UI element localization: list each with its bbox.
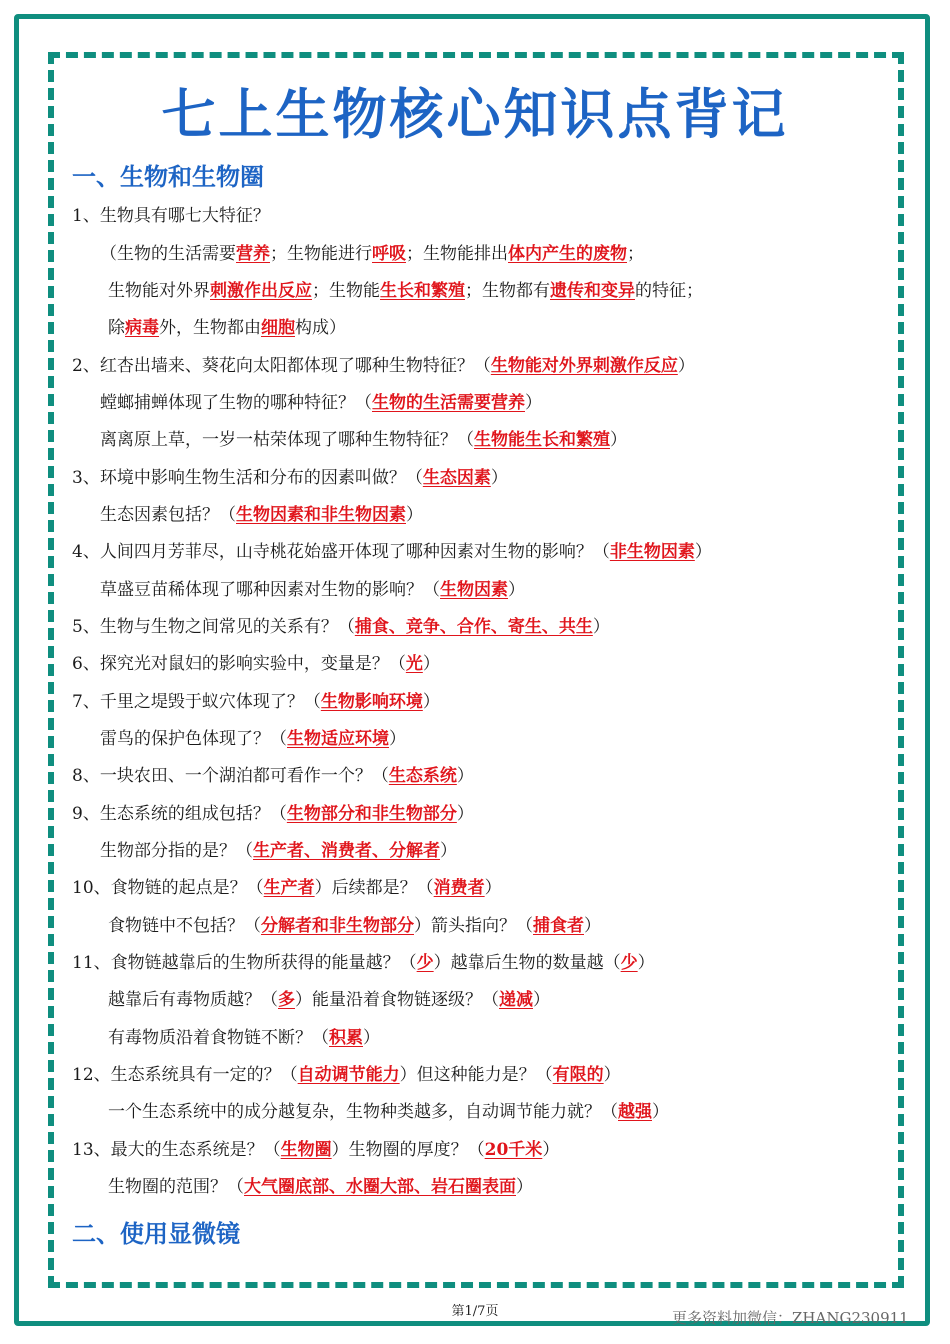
question-text: 雷鸟的保护色体现了？（: [100, 729, 287, 749]
question-text: 草盛豆苗稀体现了哪种因素对生物的影响？（: [100, 580, 440, 600]
answer-text: 体内产生的废物: [508, 244, 627, 264]
question-text: ）后续都是？（: [314, 878, 434, 898]
answer-text: 捕食、竞争、合作、寄生、共生: [354, 617, 593, 637]
question-line: [72, 652, 440, 676]
question-line: [108, 1100, 669, 1124]
question-text: ）: [652, 1102, 669, 1122]
question-text: 越靠后有毒物质越？（: [108, 990, 278, 1010]
question-text: 9、生态系统的组成包括？（: [72, 804, 287, 824]
question-line: [108, 316, 346, 340]
question-text: 构成）: [295, 318, 346, 338]
question-text: ）: [610, 430, 627, 450]
question-text: 有毒物质沿着食物链不断？（: [108, 1028, 329, 1048]
question-line: [72, 764, 474, 788]
question-line: [100, 727, 406, 751]
question-text: 的特征；: [635, 281, 703, 301]
question-text: 12、生态系统具有一定的？（: [72, 1065, 298, 1085]
question-line: [72, 951, 655, 975]
question-line: [72, 466, 508, 490]
question-text: 食物链中不包括？（: [108, 916, 261, 936]
section-heading-1: 一、生物和生物圈: [72, 163, 264, 191]
question-text: ；生物能: [312, 281, 380, 301]
answer-text: 生物因素: [440, 580, 508, 600]
question-line: [72, 540, 712, 564]
answer-text: 捕食者: [533, 916, 584, 936]
question-text: ）: [389, 729, 406, 749]
question-text: 4、人间四月芳菲尽，山寺桃花始盛开体现了哪种因素对生物的影响？（: [72, 542, 610, 562]
question-line: [108, 1175, 533, 1199]
answer-text: 生态系统: [388, 766, 457, 786]
question-text: ）: [637, 953, 655, 973]
answer-text: 生物适应环境: [287, 729, 389, 749]
question-text: ）: [456, 804, 474, 824]
question-text: 2、红杏出墙来、葵花向太阳都体现了哪种生物特征？（: [72, 356, 491, 376]
question-line: [72, 354, 695, 378]
answer-text: 生物部分和非生物部分: [286, 804, 457, 824]
question-text: 13、最大的生态系统是？（: [72, 1140, 281, 1160]
question-text: 一个生态系统中的成分越复杂，生物种类越多，自动调节能力就？（: [108, 1102, 618, 1122]
question-line: [100, 839, 457, 863]
answer-text: 非生物因素: [609, 542, 695, 562]
question-text: ）越靠后生物的数量越（: [433, 953, 621, 973]
question-text: 生物圈的范围？（: [108, 1177, 244, 1197]
question-text: ）: [516, 1177, 533, 1197]
answer-text: 生产者: [263, 878, 315, 898]
question-line: [72, 876, 502, 900]
answer-text: 生物因素和非生物因素: [236, 505, 406, 525]
answer-text: 分解者和非生物部分: [261, 916, 414, 936]
answer-text: 大气圈底部、水圈大部、岩石圈表面: [244, 1177, 516, 1197]
answer-text: 生产者、消费者、分解者: [253, 841, 440, 861]
question-text: ）: [440, 841, 457, 861]
question-line: [72, 615, 610, 639]
answer-text: 光: [405, 654, 423, 674]
answer-text: 积累: [329, 1028, 363, 1048]
answer-text: 20千米: [484, 1140, 543, 1160]
contact-watermark: 更多资料加微信：ZHANG230911: [672, 1309, 909, 1327]
question-text: ；: [627, 244, 644, 264]
page-number: 第1/7页: [451, 1304, 499, 1319]
question-text: ）但这种能力是？（: [399, 1065, 553, 1085]
question-line: [72, 1138, 559, 1162]
answer-text: 越强: [618, 1102, 652, 1122]
question-text: 离离原上草，一岁一枯荣体现了哪种生物特征？（: [100, 430, 474, 450]
answer-text: 生物的生活需要营养: [372, 393, 525, 413]
question-text: ；生物都有: [465, 281, 550, 301]
question-text: 7、千里之堤毁于蚁穴体现了？（: [72, 692, 321, 712]
question-text: 1、生物具有哪七大特征？: [72, 206, 270, 226]
question-line: [108, 988, 550, 1012]
question-line: [100, 578, 525, 602]
question-line: [72, 1063, 621, 1087]
answer-text: 生物影响环境: [320, 692, 423, 712]
question-line: [108, 1026, 380, 1050]
question-text: 6、探究光对鼠妇的影响实验中，变量是？（: [72, 654, 406, 674]
answer-text: 病毒: [125, 318, 159, 338]
question-text: 5、生物与生物之间常见的关系有？（: [72, 617, 355, 637]
answer-text: 生态因素: [422, 468, 491, 488]
question-text: ）: [542, 1140, 560, 1160]
question-text: ）能量沿着食物链逐级？（: [295, 990, 499, 1010]
question-text: ）: [508, 580, 525, 600]
question-text: ）: [677, 356, 695, 376]
question-text: ；生物能进行: [270, 244, 372, 264]
answer-text: 少: [620, 953, 638, 973]
question-text: 10、食物链的起点是？（: [72, 878, 264, 898]
question-text: ）: [406, 505, 423, 525]
answer-text: 递减: [499, 990, 533, 1010]
question-line: [100, 503, 423, 527]
question-text: ）: [490, 468, 508, 488]
answer-text: 消费者: [433, 878, 485, 898]
page-title: 七上生物核心知识点背记: [161, 83, 789, 146]
answer-text: 生物能对外界刺激作反应: [490, 356, 678, 376]
answer-text: 多: [278, 990, 295, 1010]
question-text: ）: [422, 692, 440, 712]
answer-text: 生物能生长和繁殖: [474, 430, 610, 450]
answer-text: 生长和繁殖: [380, 281, 465, 301]
question-text: 螳螂捕蝉体现了生物的哪种特征？（: [100, 393, 372, 413]
question-text: ）: [603, 1065, 621, 1085]
question-text: ）: [484, 878, 502, 898]
answer-text: 有限的: [552, 1065, 604, 1085]
answer-text: 少: [416, 953, 434, 973]
question-text: （生物的生活需要: [100, 244, 236, 264]
question-text: ）: [525, 393, 542, 413]
question-text: 11、食物链越靠后的生物所获得的能量越？（: [72, 953, 417, 973]
answer-text: 遗传和变异: [550, 281, 635, 301]
question-text: 生物能对外界: [108, 281, 210, 301]
question-text: ）: [363, 1028, 380, 1048]
answer-text: 细胞: [261, 318, 295, 338]
answer-text: 营养: [236, 244, 270, 264]
question-text: 3、环境中影响生物生活和分布的因素叫做？（: [72, 468, 423, 488]
question-text: ）: [592, 617, 610, 637]
question-text: ）: [584, 916, 601, 936]
question-text: ）生物圈的厚度？（: [331, 1140, 485, 1160]
answer-text: 自动调节能力: [297, 1065, 400, 1085]
question-text: ）: [422, 654, 440, 674]
question-line: [100, 242, 644, 266]
question-line: [100, 428, 627, 452]
question-text: 8、一块农田、一个湖泊都可看作一个？（: [72, 766, 389, 786]
answer-text: 呼吸: [372, 244, 406, 264]
question-text: 生物部分指的是？（: [100, 841, 253, 861]
section-heading-2: 二、使用显微镜: [72, 1220, 240, 1248]
question-line: [100, 391, 542, 415]
question-text: ）箭头指向？（: [414, 916, 533, 936]
question-text: 除: [108, 318, 125, 338]
question-line: [108, 914, 601, 938]
answer-text: 刺激作出反应: [210, 281, 312, 301]
question-text: ；生物能排出: [406, 244, 508, 264]
question-text: 外，生物都由: [159, 318, 261, 338]
question-text: ）: [694, 542, 712, 562]
question-text: ）: [533, 990, 550, 1010]
question-line: [72, 204, 270, 228]
question-line: [72, 690, 440, 714]
question-text: ）: [456, 766, 474, 786]
question-line: [108, 279, 703, 303]
answer-text: 生物圈: [280, 1140, 332, 1160]
question-line: [72, 802, 474, 826]
question-text: 生态因素包括？（: [100, 505, 236, 525]
